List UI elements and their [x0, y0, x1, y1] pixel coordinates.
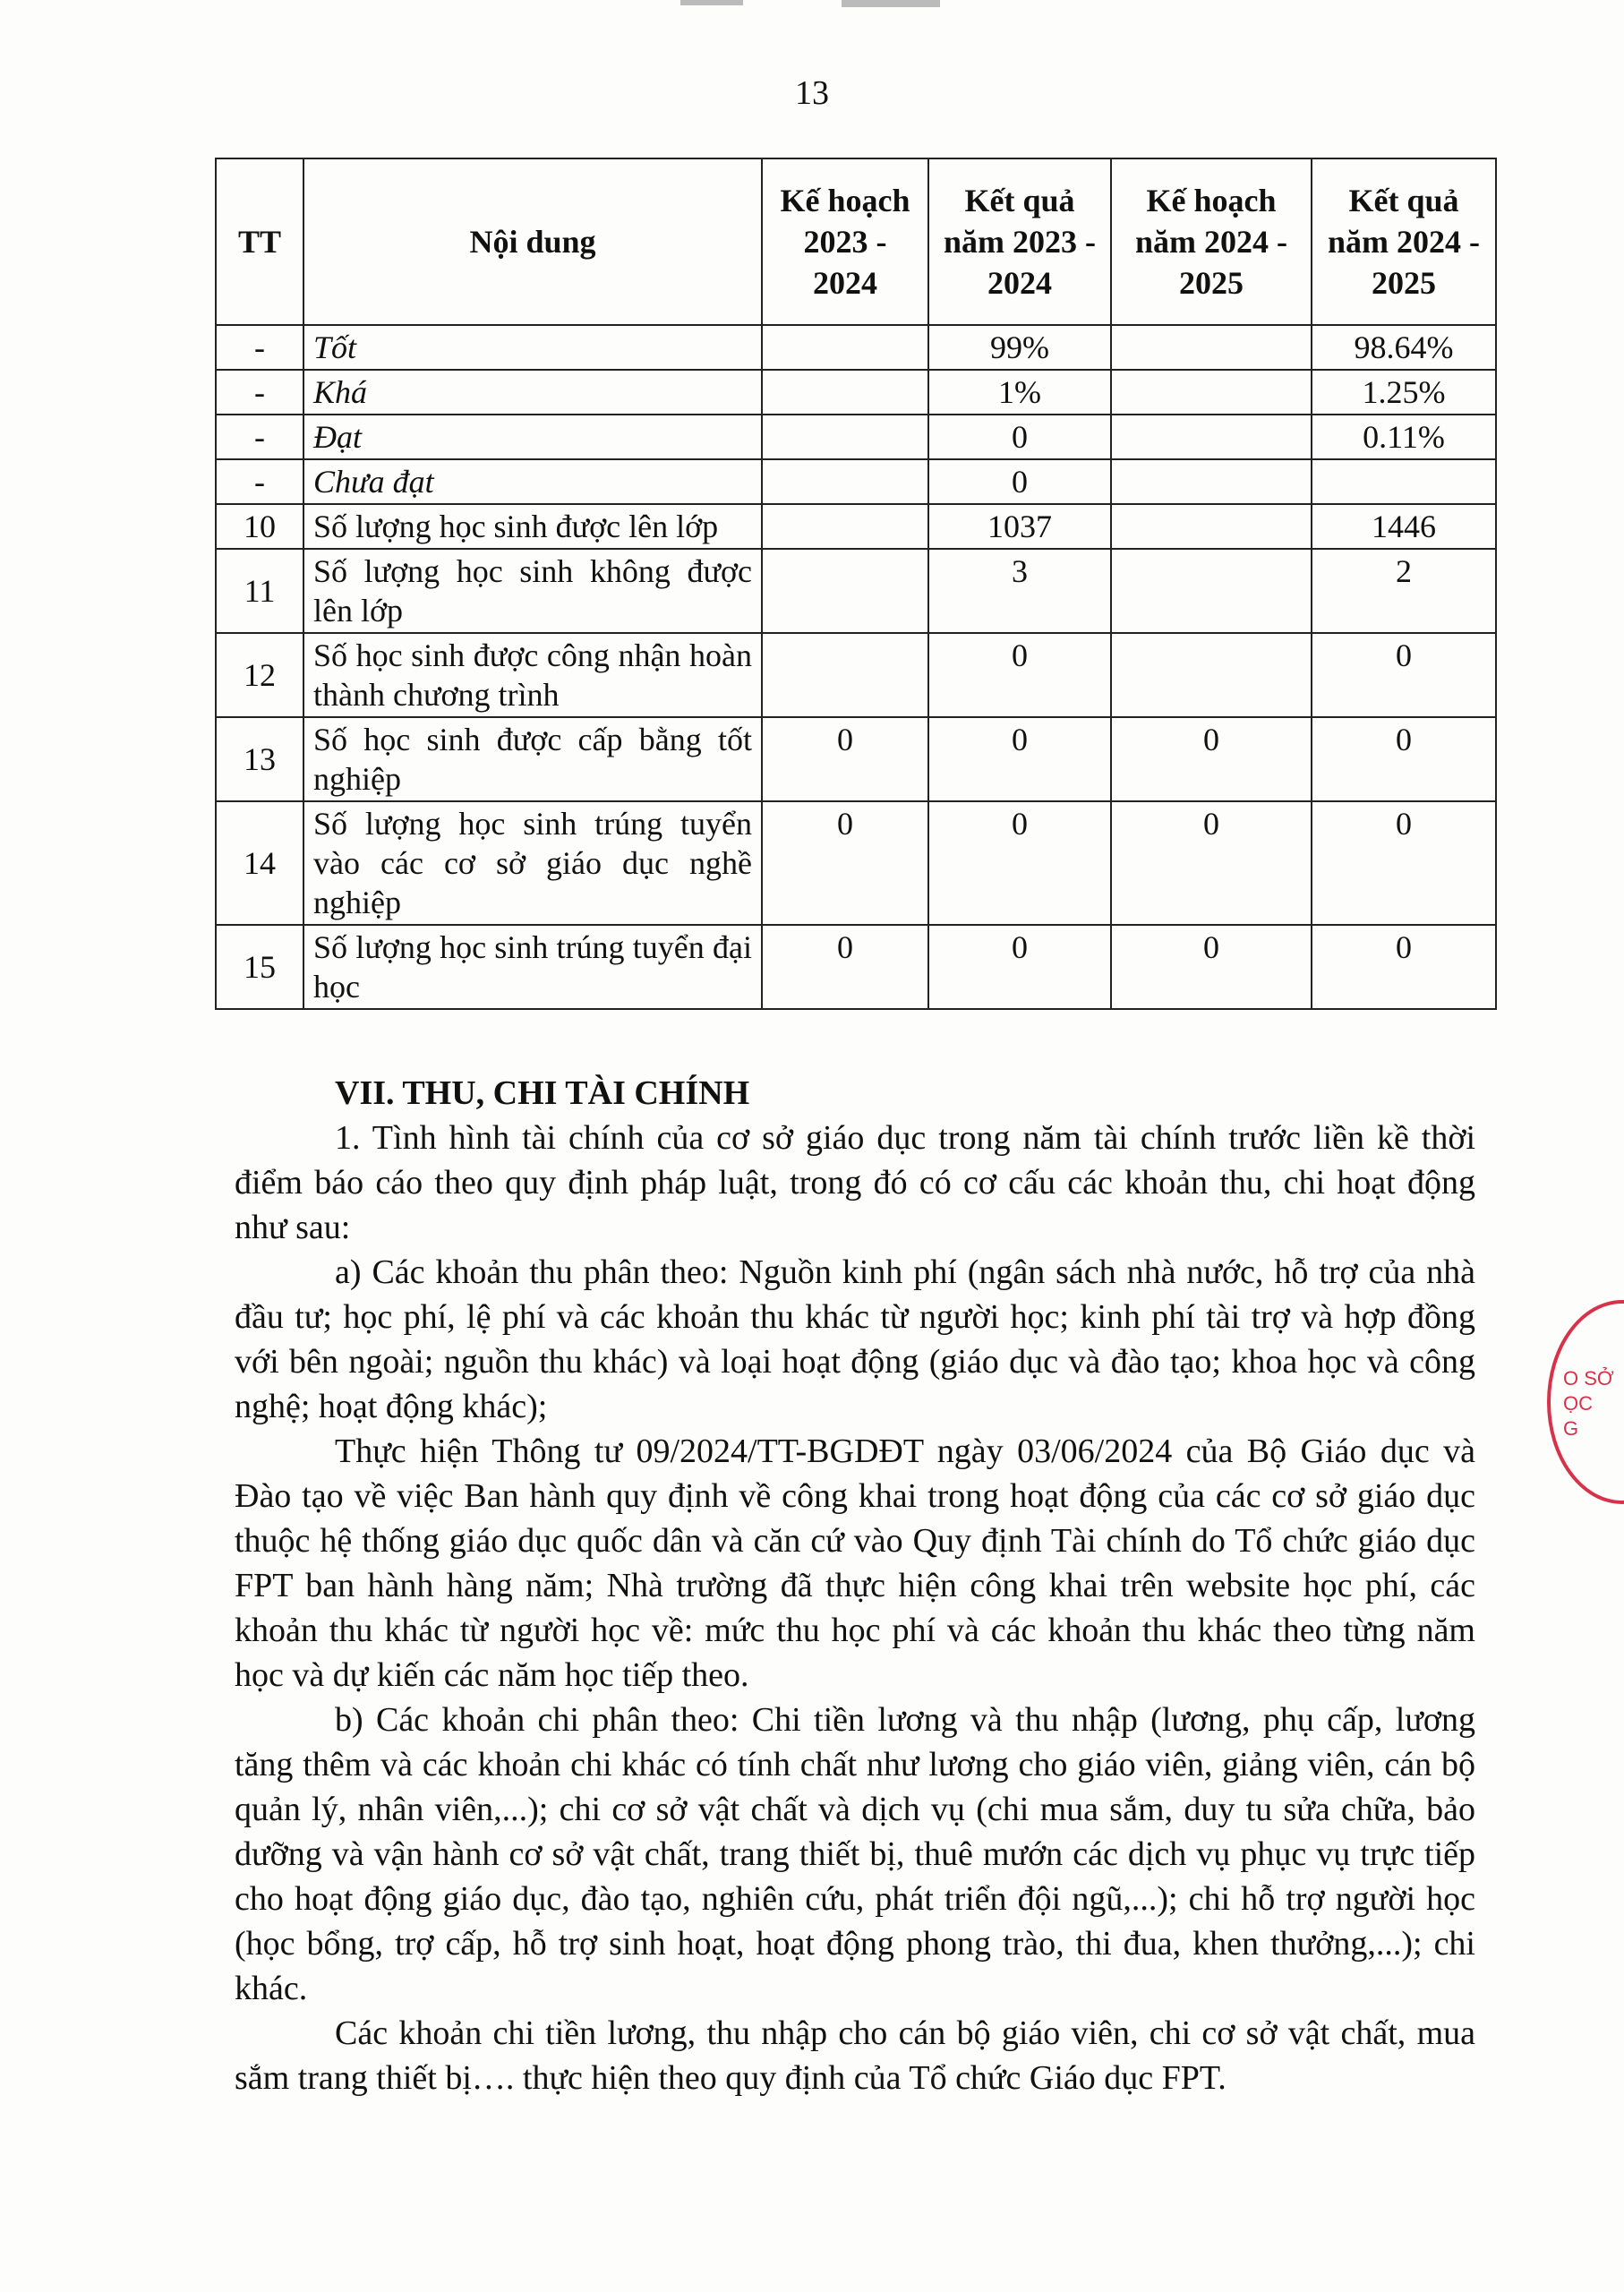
row-result-2024: 0	[1312, 801, 1496, 925]
row-result-2023: 0	[928, 459, 1111, 504]
row-content: Tốt	[303, 325, 762, 370]
row-tt: -	[216, 325, 303, 370]
row-plan-2024: 0	[1111, 801, 1312, 925]
paragraph: 1. Tình hình tài chính của cơ sở giáo dục trong năm tài chính trước liền kề thời điểm báo cáo theo quy định pháp luật, trong đó có cơ cấu các khoản thu, chi hoạt động như sau:	[235, 1119, 1475, 1246]
row-result-2024: 0	[1312, 925, 1496, 1009]
row-result-2024: 1.25%	[1312, 370, 1496, 415]
row-tt: -	[216, 459, 303, 504]
row-result-2023: 1%	[928, 370, 1111, 415]
row-tt: -	[216, 370, 303, 415]
row-plan-2024	[1111, 459, 1312, 504]
paragraph: b) Các khoản chi phân theo: Chi tiền lương và thu nhập (lương, phụ cấp, lương tăng thêm và các khoản chi khác có tính chất như lương cho giáo viên, giảng viên, cán bộ quản lý, nhân viên,...); chi cơ sở vật chất và dịch vụ (chi mua sắm, duy tu sửa chữa, bảo dưỡng và vận hành cơ sở vật chất, trang thiết bị, thuê mướn các dịch vụ phục vụ trực tiếp cho hoạt động giáo dục, đào tạo, nghiên cứu, phát triển đội ngũ,...); chi hỗ trợ người học (học bổng, trợ cấp, hỗ trợ sinh hoạt, hoạt động phong trào, thi đua, khen thưởng,...); chi khác.	[235, 1701, 1475, 2007]
row-content: Khá	[303, 370, 762, 415]
row-result-2023: 99%	[928, 325, 1111, 370]
row-plan-2023	[762, 549, 928, 633]
table-row	[216, 801, 1496, 925]
row-plan-2023: 0	[762, 925, 928, 1009]
table-row	[216, 633, 1496, 717]
row-result-2024	[1312, 459, 1496, 504]
scan-artifact	[842, 0, 940, 7]
header-plan-2024: Kế hoạch năm 2024 - 2025	[1111, 158, 1312, 325]
row-result-2024: 2	[1312, 549, 1496, 633]
table-row	[216, 717, 1496, 801]
table-row	[216, 504, 1496, 549]
header-plan-2023: Kế hoạch 2023 - 2024	[762, 158, 928, 325]
stamp-line: G	[1563, 1417, 1579, 1440]
row-content: Số lượng học sinh được lên lớp	[303, 504, 762, 549]
row-content: Số lượng học sinh không được lên lớp	[303, 549, 762, 633]
row-result-2024: 0	[1312, 717, 1496, 801]
row-plan-2024: 0	[1111, 925, 1312, 1009]
row-plan-2024	[1111, 549, 1312, 633]
row-result-2024: 0.11%	[1312, 415, 1496, 459]
stamp-line: O SỞ	[1563, 1367, 1614, 1390]
row-plan-2024	[1111, 370, 1312, 415]
row-content: Chưa đạt	[303, 459, 762, 504]
row-plan-2023	[762, 325, 928, 370]
paragraph: Thực hiện Thông tư 09/2024/TT-BGDĐT ngày 03/06/2024 của Bộ Giáo dục và Đào tạo về việc Ban hành quy định về công khai trong hoạt động của các cơ sở giáo dục thuộc hệ thống giáo dục quốc dân và căn cứ vào Quy định Tài chính do Tổ chức giáo dục FPT ban hành hàng năm; Nhà trường đã thực hiện công khai trên website học phí, các khoản thu khác từ người học về: mức thu học phí và các khoản thu khác theo từng năm học và dự kiến các năm học tiếp theo.	[235, 1432, 1475, 1694]
table-header-row	[216, 158, 1496, 325]
row-plan-2023	[762, 459, 928, 504]
row-tt: 14	[216, 801, 303, 925]
section-heading: VII. THU, CHI TÀI CHÍNH	[335, 1074, 750, 1112]
row-tt: 10	[216, 504, 303, 549]
header-result-2024: Kết quả năm 2024 - 2025	[1312, 158, 1496, 325]
row-result-2023: 0	[928, 633, 1111, 717]
table-row	[216, 325, 1496, 370]
row-result-2023: 0	[928, 717, 1111, 801]
row-plan-2024	[1111, 633, 1312, 717]
row-tt: 11	[216, 549, 303, 633]
row-result-2023: 3	[928, 549, 1111, 633]
row-plan-2024	[1111, 504, 1312, 549]
row-result-2024: 0	[1312, 633, 1496, 717]
row-result-2023: 0	[928, 801, 1111, 925]
table-row	[216, 415, 1496, 459]
row-result-2023: 1037	[928, 504, 1111, 549]
row-plan-2023: 0	[762, 801, 928, 925]
row-result-2023: 0	[928, 925, 1111, 1009]
row-result-2023: 0	[928, 415, 1111, 459]
row-plan-2023	[762, 504, 928, 549]
paragraph: a) Các khoản thu phân theo: Nguồn kinh phí (ngân sách nhà nước, hỗ trợ của nhà đầu tư; học phí, lệ phí và các khoản thu khác từ người học; kinh phí tài trợ và hợp đồng với bên ngoài; nguồn thu khác) và loại hoạt động (giáo dục và đào tạo; khoa học và công nghệ; hoạt động khác);	[235, 1253, 1475, 1425]
finance-section	[235, 1071, 1475, 2100]
table-row	[216, 459, 1496, 504]
row-plan-2024	[1111, 415, 1312, 459]
table-row	[216, 549, 1496, 633]
row-plan-2023	[762, 633, 928, 717]
row-tt: 15	[216, 925, 303, 1009]
row-plan-2024: 0	[1111, 717, 1312, 801]
header-result-2023: Kết quả năm 2023 - 2024	[928, 158, 1111, 325]
row-tt: 12	[216, 633, 303, 717]
row-plan-2024	[1111, 325, 1312, 370]
row-content: Số lượng học sinh trúng tuyển vào các cơ sở giáo dục nghề nghiệp	[303, 801, 762, 925]
row-content: Số lượng học sinh trúng tuyển đại học	[303, 925, 762, 1009]
stamp-line: ỌC	[1563, 1392, 1593, 1415]
table-row	[216, 925, 1496, 1009]
row-content: Đạt	[303, 415, 762, 459]
row-result-2024: 98.64%	[1312, 325, 1496, 370]
row-result-2024: 1446	[1312, 504, 1496, 549]
row-tt: -	[216, 415, 303, 459]
row-content: Số học sinh được công nhận hoàn thành chương trình	[303, 633, 762, 717]
page-number: 13	[795, 74, 829, 112]
row-plan-2023	[762, 370, 928, 415]
table-row	[216, 370, 1496, 415]
header-content: Nội dung	[303, 158, 762, 325]
statistics-table	[215, 158, 1497, 1010]
header-tt: TT	[216, 158, 303, 325]
paragraph: Các khoản chi tiền lương, thu nhập cho cán bộ giáo viên, chi cơ sở vật chất, mua sắm trang thiết bị…. thực hiện theo quy định của Tổ chức Giáo dục FPT.	[235, 2014, 1475, 2097]
red-stamp	[1547, 1300, 1624, 1504]
row-plan-2023: 0	[762, 717, 928, 801]
row-content: Số học sinh được cấp bằng tốt nghiệp	[303, 717, 762, 801]
row-plan-2023	[762, 415, 928, 459]
row-tt: 13	[216, 717, 303, 801]
scan-artifact	[680, 0, 743, 5]
stamp-text	[1563, 1366, 1614, 1441]
